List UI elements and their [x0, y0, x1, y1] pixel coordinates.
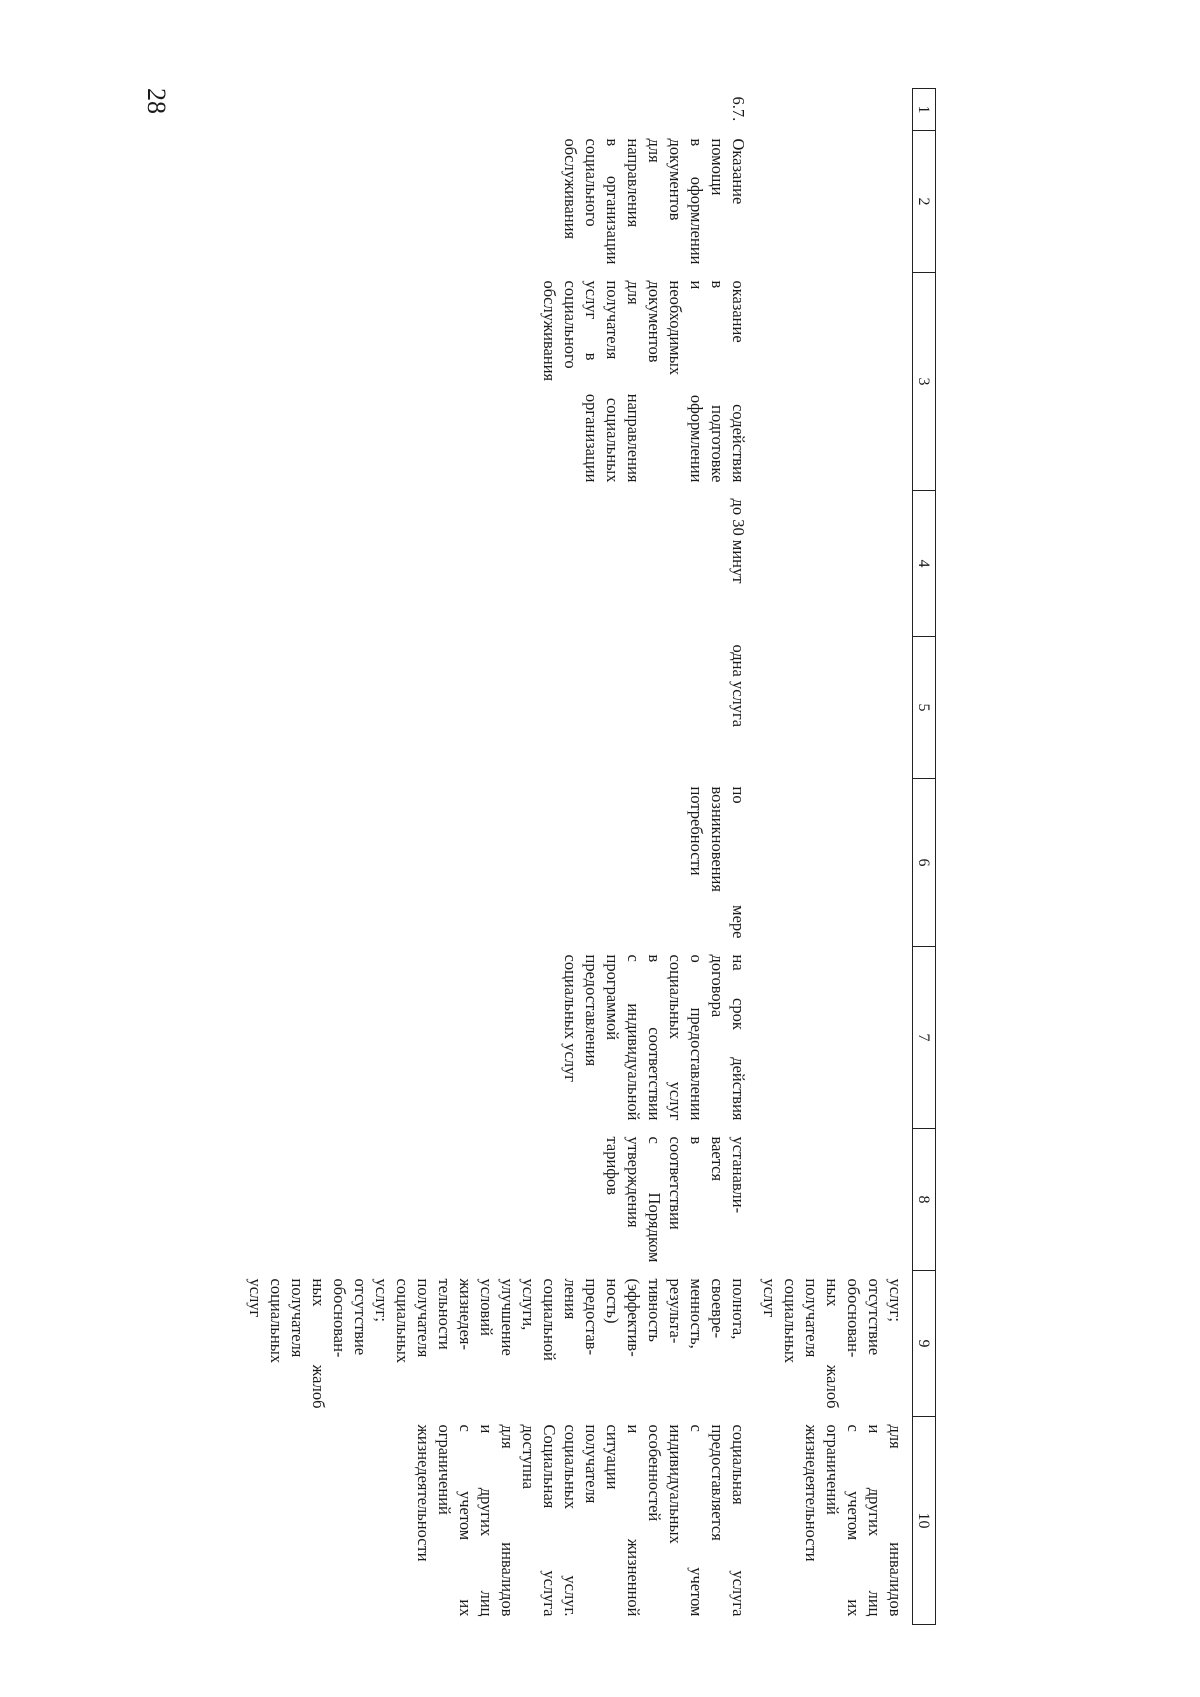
- cell-text-line: социальная услуга: [729, 1424, 748, 1617]
- column-header-7: 7: [913, 947, 936, 1129]
- column-header-10: 10: [913, 1417, 936, 1625]
- cell-text-line: обоснован-: [844, 1278, 863, 1358]
- services-table: [241, 88, 936, 1625]
- cell-text-line: ления: [561, 1278, 580, 1320]
- cell-text-line: утверждения: [624, 1136, 643, 1228]
- column-header-5: 5: [913, 637, 936, 779]
- cell-text-line: предоставления: [582, 954, 601, 1067]
- cell-text-line: получателя социальных: [603, 280, 622, 483]
- continuation-row: [755, 89, 913, 1625]
- cell-text-line: с учетом их: [844, 1424, 863, 1617]
- tariff-cell: [241, 1129, 755, 1271]
- column-header-6: 6: [913, 779, 936, 947]
- cell-text-line: жизнедея-: [456, 1278, 475, 1350]
- column-header-1: 1: [913, 89, 936, 131]
- column-header-3: 3: [913, 273, 936, 491]
- cell-text-line: и других лиц: [477, 1424, 496, 1617]
- cell-text-line: отсутствие: [865, 1278, 884, 1356]
- cell-text-line: с индивидуальной: [624, 954, 643, 1121]
- cell-text-line: ных жалоб: [823, 1278, 842, 1409]
- cell-text-line: оказание содействия: [729, 280, 748, 483]
- cell-text-line: документов: [645, 280, 664, 363]
- service-description-cell: [241, 273, 755, 491]
- cell-text-line: обслуживания: [561, 138, 580, 240]
- cell-text-line: предостав-: [582, 1278, 601, 1356]
- continuation-quality-cell: [755, 1271, 913, 1417]
- cell-text-line: в оформлении: [687, 138, 706, 265]
- cell-text-line: соответствии: [666, 1136, 685, 1230]
- cell-text-line: особенностей: [645, 1424, 664, 1522]
- cell-text-line: ность): [603, 1278, 622, 1324]
- cell-text-line: получателя: [582, 1424, 601, 1504]
- cell-text-line: о предоставлении: [687, 954, 706, 1121]
- cell-text-line: и оформлении: [687, 280, 706, 483]
- frequency-cell: [241, 779, 755, 947]
- cell-text-line: для инвалидов: [498, 1424, 517, 1617]
- cell-text-line: социальных: [267, 1278, 286, 1364]
- cell-text-line: для: [645, 138, 664, 163]
- cell-text-line: направления: [624, 138, 643, 228]
- cell-text-line: социальных: [781, 1278, 800, 1364]
- cell-text-line: отсутствие: [351, 1278, 370, 1356]
- cell-text-line: ных жалоб: [309, 1278, 328, 1409]
- cell-text-line: своевре-: [708, 1278, 727, 1339]
- service-name-cell: [241, 131, 755, 273]
- cell-text-line: ограничений: [435, 1424, 454, 1515]
- cell-text-line: возникновения: [708, 786, 727, 892]
- cell-text-line: с Порядком: [645, 1136, 664, 1263]
- rotated-table-container: [216, 88, 936, 1624]
- cell-text-line: социальных услуг: [666, 954, 685, 1121]
- cell-text-line: получателя: [414, 1278, 433, 1358]
- cell-text-line: в: [687, 1136, 706, 1145]
- cell-text-line: в подготовке: [708, 280, 727, 483]
- column-header-2: 2: [913, 131, 936, 273]
- cell-text-line: результа-: [666, 1278, 685, 1344]
- cell-text-line: вается: [708, 1136, 727, 1182]
- cell-text-line: социальной: [540, 1278, 559, 1361]
- cell-text-line: и других лиц: [865, 1424, 884, 1617]
- cell-text-line: и жизненной: [624, 1424, 643, 1617]
- cell-text-line: устанавли-: [729, 1136, 748, 1214]
- cell-text-line: предоставляется: [708, 1424, 727, 1541]
- cell-text-line: для направления: [624, 280, 643, 483]
- cell-text-line: с учетом: [687, 1424, 706, 1617]
- cell-text-line: получателя: [802, 1278, 821, 1358]
- cell-text-line: социальных услуг.: [561, 1424, 580, 1617]
- column-header-4: 4: [913, 491, 936, 637]
- unit-cell: одна услуга: [729, 644, 748, 728]
- cell-text-line: жизнедеятельности: [802, 1424, 821, 1562]
- cell-text-line: обслуживания: [540, 280, 559, 382]
- cell-text-line: помощи: [708, 138, 727, 196]
- cell-text-line: социального: [561, 280, 580, 369]
- cell-text-line: социального: [582, 138, 601, 227]
- cell-text-line: ограничений: [823, 1424, 842, 1515]
- cell-text-line: тельности: [435, 1278, 454, 1350]
- cell-text-line: улучшение: [498, 1278, 517, 1356]
- row-number: 6.7.: [729, 96, 748, 122]
- cell-text-line: услуг;: [372, 1278, 391, 1322]
- conditions-cell: [241, 1417, 755, 1625]
- cell-text-line: для инвалидов: [886, 1424, 905, 1617]
- cell-text-line: программой: [603, 954, 622, 1041]
- cell-text-line: по мере: [729, 786, 748, 939]
- cell-text-line: условий: [477, 1278, 496, 1337]
- cell-text-line: Оказание: [729, 138, 748, 205]
- cell-text-line: индивидуальных: [666, 1424, 685, 1544]
- quality-cell: [241, 1271, 755, 1417]
- cell-text-line: получателя: [288, 1278, 307, 1358]
- cell-text-line: договора: [708, 954, 727, 1018]
- cell-text-line: менность,: [687, 1278, 706, 1349]
- cell-text-line: документов: [666, 138, 685, 221]
- cell-text-line: услуг: [246, 1278, 265, 1318]
- cell-text-line: услуги,: [519, 1278, 538, 1331]
- cell-text-line: социальных: [393, 1278, 412, 1364]
- time-norm-cell: до 30 минут: [729, 498, 748, 584]
- cell-text-line: полнота,: [729, 1278, 748, 1340]
- cell-text-line: социальных услуг: [561, 954, 580, 1083]
- cell-text-line: доступна: [519, 1424, 538, 1490]
- page-number: 28: [142, 88, 171, 114]
- column-header-9: 9: [913, 1271, 936, 1417]
- cell-text-line: жизнедеятельности: [414, 1424, 433, 1562]
- cell-text-line: необходимых: [666, 280, 685, 376]
- cell-text-line: ситуации: [603, 1424, 622, 1490]
- cell-text-line: в организации: [603, 138, 622, 265]
- cell-text-line: услуг в организации: [582, 280, 601, 483]
- column-number-row: [913, 89, 936, 1625]
- table-row: [241, 89, 755, 1625]
- cell-text-line: обоснован-: [330, 1278, 349, 1358]
- cell-text-line: на срок действия: [729, 954, 748, 1121]
- cell-text-line: Социальная услуга: [540, 1424, 559, 1617]
- cell-text-line: с учетом их: [456, 1424, 475, 1617]
- cell-text-line: (эффектив-: [624, 1278, 643, 1357]
- continuation-conditions-cell: [755, 1417, 913, 1625]
- cell-text-line: тарифов: [603, 1136, 622, 1196]
- cell-text-line: услуг: [760, 1278, 779, 1318]
- cell-text-line: потребности: [687, 786, 706, 876]
- cell-text-line: в соответствии: [645, 954, 664, 1121]
- cell-text-line: услуг;: [886, 1278, 905, 1322]
- term-cell: [241, 947, 755, 1129]
- cell-text-line: тивность: [645, 1278, 664, 1342]
- column-header-8: 8: [913, 1129, 936, 1271]
